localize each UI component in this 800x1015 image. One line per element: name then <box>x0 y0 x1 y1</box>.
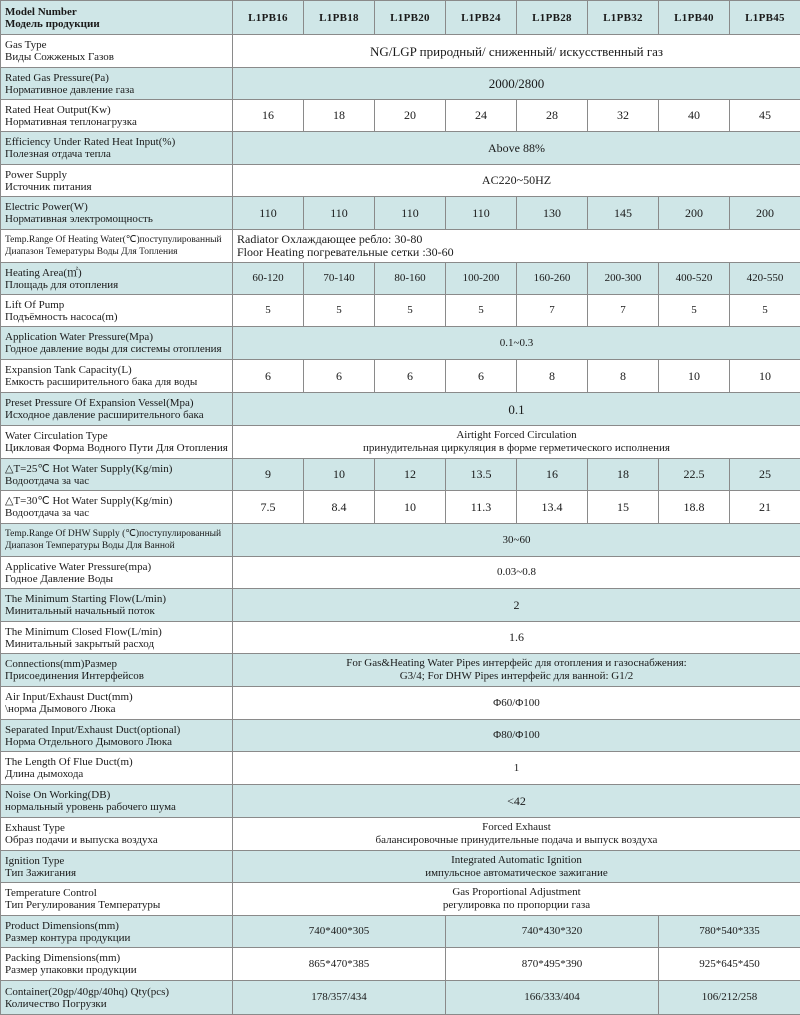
row-gas-type <box>1 35 800 68</box>
row-value: Radiator Охлаждающее ребло: 30-80 Floor Heating погревательные сетки :30-60 <box>233 230 800 263</box>
cell-value: 110 <box>233 197 304 230</box>
row-label: Separated Input/Exhaust Duct(optional) Норма Отдельного Дымового Люка <box>1 720 233 752</box>
row-applicative-water-pressure <box>1 557 800 589</box>
row-value: For Gas&Heating Water Pipes интерфейс для отопления и газоснабжения: G3/4; For DHW Pipes интерфейс для ванной: G1/2 <box>233 654 800 687</box>
cell-value: 13.4 <box>517 491 588 524</box>
row-electric-power <box>1 197 800 230</box>
cell-value: 16 <box>517 459 588 491</box>
row-label: Expansion Tank Capacity(L) Емкость расширительного бака для воды <box>1 360 233 393</box>
row-label: Packing Dimensions(mm) Размер упаковки продукции <box>1 948 233 981</box>
header-row <box>1 1 800 35</box>
row-label: The Minimum Closed Flow(L/min) Минитальный закрытый расход <box>1 622 233 654</box>
row-dt25-hot-water <box>1 459 800 491</box>
row-rated-gas-pressure <box>1 68 800 100</box>
cell-value: 870*495*390 <box>446 948 659 981</box>
row-label: Heating Area(㎡) Площадь для отопления <box>1 263 233 295</box>
cell-value: 60-120 <box>233 263 304 295</box>
cell-value: 18 <box>304 100 375 132</box>
cell-value: 7 <box>588 295 659 327</box>
model-header: L1PB24 <box>446 1 517 35</box>
row-value: 30~60 <box>233 524 800 557</box>
row-value: 1.6 <box>233 622 800 654</box>
row-lift-of-pump <box>1 295 800 327</box>
cell-value: 200 <box>730 197 800 230</box>
cell-value: 740*400*305 <box>233 916 446 948</box>
model-header: L1PB28 <box>517 1 588 35</box>
row-efficiency <box>1 132 800 165</box>
cell-value: 10 <box>659 360 730 393</box>
cell-value: 6 <box>304 360 375 393</box>
cell-value: 6 <box>375 360 446 393</box>
cell-value: 5 <box>304 295 375 327</box>
row-value: 2 <box>233 589 800 622</box>
row-exhaust-type <box>1 818 800 851</box>
cell-value: 7.5 <box>233 491 304 524</box>
row-value: Forced Exhaust балансировочные принудительные подача и выпуск воздуха <box>233 818 800 851</box>
cell-value: 5 <box>730 295 800 327</box>
row-label: Product Dimensions(mm) Размер контура продукции <box>1 916 233 948</box>
row-value: Airtight Forced Circulation принудительная циркуляция в форме герметического исполнения <box>233 426 800 459</box>
row-label: Rated Heat Output(Kw) Нормативная теплонагрузка <box>1 100 233 132</box>
row-min-closed-flow <box>1 622 800 654</box>
model-header: L1PB16 <box>233 1 304 35</box>
model-header: L1PB45 <box>730 1 800 35</box>
cell-value: 40 <box>659 100 730 132</box>
cell-value: 18 <box>588 459 659 491</box>
row-rated-heat-output <box>1 100 800 132</box>
cell-value: 21 <box>730 491 800 524</box>
row-value: Φ60/Φ100 <box>233 687 800 720</box>
cell-value: 11.3 <box>446 491 517 524</box>
row-product-dimensions <box>1 916 800 948</box>
row-container-qty <box>1 981 800 1015</box>
cell-value: 740*430*320 <box>446 916 659 948</box>
row-air-input-exhaust <box>1 687 800 720</box>
row-value: 1 <box>233 752 800 785</box>
row-label: Exhaust Type Образ подачи и выпуска воздуха <box>1 818 233 851</box>
cell-value: 70-140 <box>304 263 375 295</box>
row-value: AC220~50HZ <box>233 165 800 197</box>
cell-value: 110 <box>375 197 446 230</box>
cell-value: 200 <box>659 197 730 230</box>
row-label: △T=25℃ Hot Water Supply(Kg/min) Водоотдача за час <box>1 459 233 491</box>
cell-value: 400-520 <box>659 263 730 295</box>
row-value: 0.1 <box>233 393 800 426</box>
cell-value: 5 <box>233 295 304 327</box>
row-heating-area <box>1 263 800 295</box>
cell-value: 10 <box>375 491 446 524</box>
cell-value: 130 <box>517 197 588 230</box>
row-temp-range-heating <box>1 230 800 263</box>
row-value: 2000/2800 <box>233 68 800 100</box>
model-header: L1PB32 <box>588 1 659 35</box>
cell-value: 22.5 <box>659 459 730 491</box>
model-header: L1PB18 <box>304 1 375 35</box>
cell-value: 925*645*450 <box>659 948 800 981</box>
cell-value: 9 <box>233 459 304 491</box>
cell-value: 420-550 <box>730 263 800 295</box>
row-label: Application Water Pressure(Mpa) Годное давление воды для системы отопления <box>1 327 233 360</box>
row-label: Water Circulation Type Цикловая Форма Водного Пути Для Отопления <box>1 426 233 459</box>
row-label: Preset Pressure Of Expansion Vessel(Mpa) Исходное давление расширительного бака <box>1 393 233 426</box>
row-separated-input-exhaust <box>1 720 800 752</box>
row-label: The Minimum Starting Flow(L/min) Минитальный начальный поток <box>1 589 233 622</box>
row-connections <box>1 654 800 687</box>
cell-value: 18.8 <box>659 491 730 524</box>
cell-value: 20 <box>375 100 446 132</box>
cell-value: 5 <box>446 295 517 327</box>
row-value: 0.03~0.8 <box>233 557 800 589</box>
cell-value: 106/212/258 <box>659 981 800 1015</box>
cell-value: 24 <box>446 100 517 132</box>
row-value: Above 88% <box>233 132 800 165</box>
cell-value: 10 <box>304 459 375 491</box>
row-label: Container(20gp/40gp/40hq) Qty(pcs) Количество Погрузки <box>1 981 233 1015</box>
row-temp-range-dhw <box>1 524 800 557</box>
cell-value: 45 <box>730 100 800 132</box>
cell-value: 5 <box>375 295 446 327</box>
row-label: Temp.Range Of DHW Supply (℃)поступулированный Диапазон Температуры Воды Для Ванной <box>1 524 233 557</box>
row-value: Gas Proportional Adjustment регулировка по пропорции газа <box>233 883 800 916</box>
row-ignition-type <box>1 851 800 883</box>
row-label: Temp.Range Of Heating Water(℃)поступулированный Диапазон Темературы Воды Для Топления <box>1 230 233 263</box>
cell-value: 178/357/434 <box>233 981 446 1015</box>
row-application-water-pressure <box>1 327 800 360</box>
row-preset-pressure <box>1 393 800 426</box>
cell-value: 13.5 <box>446 459 517 491</box>
row-label: Rated Gas Pressure(Pa) Нормативное давление газа <box>1 68 233 100</box>
row-value: NG/LGP природный/ сниженный/ искусственный газ <box>233 35 800 68</box>
row-expansion-tank <box>1 360 800 393</box>
row-label: Air Input/Exhaust Duct(mm) \норма Дымового Люка <box>1 687 233 720</box>
row-dt30-hot-water <box>1 491 800 524</box>
cell-value: 200-300 <box>588 263 659 295</box>
row-value: 0.1~0.3 <box>233 327 800 360</box>
row-temperature-control <box>1 883 800 916</box>
cell-value: 160-260 <box>517 263 588 295</box>
row-label: Lift Of Pump Подъёмность насоса(m) <box>1 295 233 327</box>
cell-value: 28 <box>517 100 588 132</box>
model-number-label: Model Number Модель продукции <box>1 1 233 35</box>
row-label: Applicative Water Pressure(mpa) Годное Давление Воды <box>1 557 233 589</box>
row-label: Electric Power(W) Нормативная электромощность <box>1 197 233 230</box>
cell-value: 16 <box>233 100 304 132</box>
row-power-supply <box>1 165 800 197</box>
cell-value: 32 <box>588 100 659 132</box>
cell-value: 865*470*385 <box>233 948 446 981</box>
row-value: Integrated Automatic Ignition импульсное автоматическое зажигание <box>233 851 800 883</box>
row-packing-dimensions <box>1 948 800 981</box>
row-value: <42 <box>233 785 800 818</box>
cell-value: 8 <box>517 360 588 393</box>
cell-value: 8.4 <box>304 491 375 524</box>
cell-value: 110 <box>304 197 375 230</box>
cell-value: 6 <box>233 360 304 393</box>
cell-value: 15 <box>588 491 659 524</box>
row-water-circulation <box>1 426 800 459</box>
row-label: Power Supply Источник питания <box>1 165 233 197</box>
cell-value: 7 <box>517 295 588 327</box>
cell-value: 6 <box>446 360 517 393</box>
row-label: Efficiency Under Rated Heat Input(%) Полезная отдача тепла <box>1 132 233 165</box>
cell-value: 10 <box>730 360 800 393</box>
cell-value: 145 <box>588 197 659 230</box>
row-min-starting-flow <box>1 589 800 622</box>
cell-value: 5 <box>659 295 730 327</box>
model-header: L1PB40 <box>659 1 730 35</box>
row-noise <box>1 785 800 818</box>
model-header: L1PB20 <box>375 1 446 35</box>
row-label: Gas Type Виды Сожженых Газов <box>1 35 233 68</box>
cell-value: 100-200 <box>446 263 517 295</box>
row-label: The Length Of Flue Duct(m) Длина дымохода <box>1 752 233 785</box>
cell-value: 25 <box>730 459 800 491</box>
row-value: Φ80/Φ100 <box>233 720 800 752</box>
cell-value: 8 <box>588 360 659 393</box>
row-label: Ignition Type Тип Зажигания <box>1 851 233 883</box>
cell-value: 80-160 <box>375 263 446 295</box>
cell-value: 12 <box>375 459 446 491</box>
row-label: △T=30℃ Hot Water Supply(Kg/min) Водоотдача за час <box>1 491 233 524</box>
row-label: Connections(mm)Размер Присоединения Интерфейсов <box>1 654 233 687</box>
row-flue-duct-length <box>1 752 800 785</box>
row-label: Noise On Working(DB) нормальный уровень рабочего шума <box>1 785 233 818</box>
cell-value: 780*540*335 <box>659 916 800 948</box>
cell-value: 110 <box>446 197 517 230</box>
cell-value: 166/333/404 <box>446 981 659 1015</box>
row-label: Temperature Control Тип Регулирования Температуры <box>1 883 233 916</box>
